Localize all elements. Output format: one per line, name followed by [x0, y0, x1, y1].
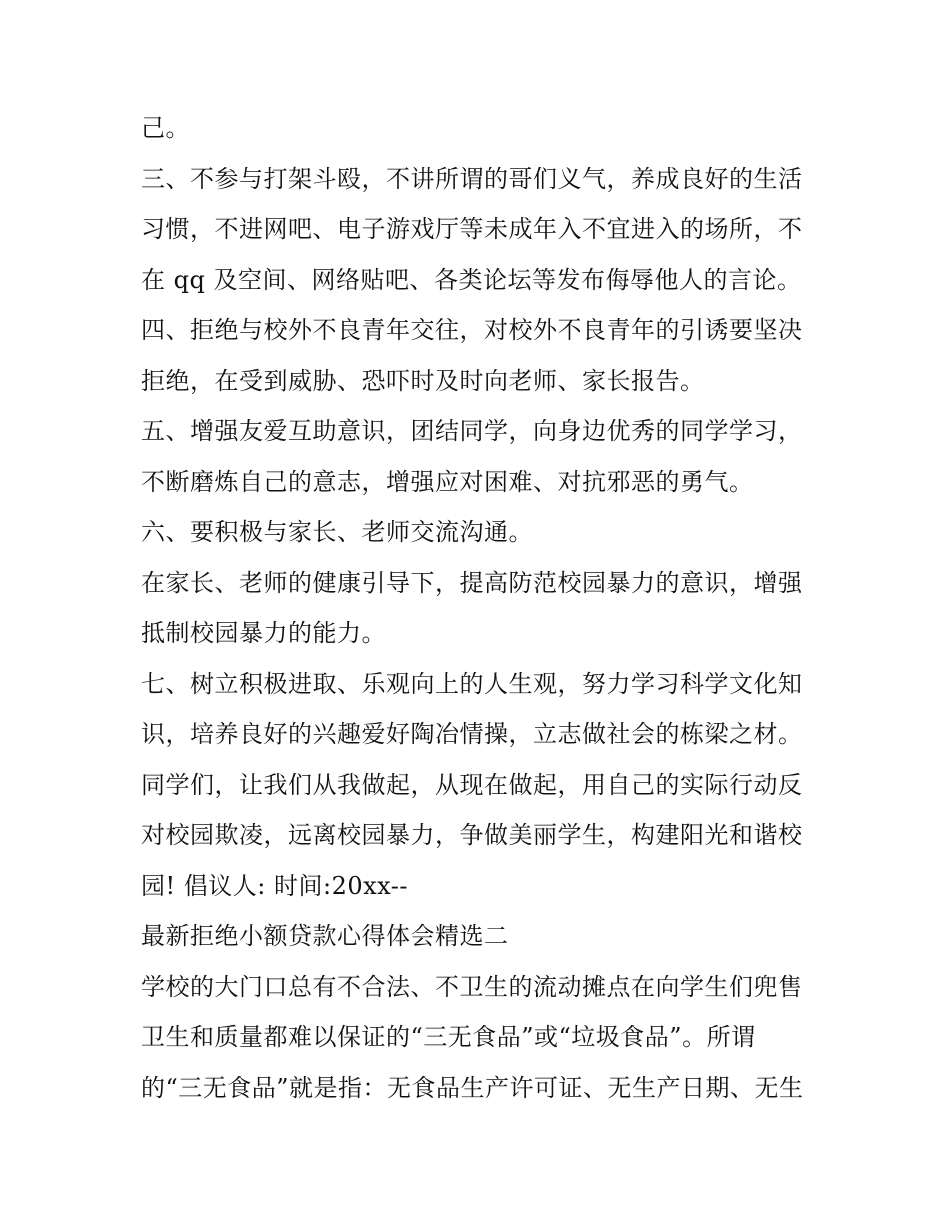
text-line: 己。 — [141, 114, 190, 142]
text-line: 六、要积极与家长、老师交流沟通。 — [141, 518, 533, 546]
text-line: 抵制校园暴力的能力。 — [141, 619, 386, 647]
text-line: 五、增强友爱互助意识，团结同学，向身边优秀的同学学习， — [141, 417, 803, 445]
text-line: 识，培养良好的兴趣爱好陶冶情操，立志做社会的栋梁之材。 — [141, 720, 803, 748]
text-line: 卫生和质量都难以保证的“三无食品”或“垃圾食品”。所谓 — [141, 1023, 756, 1051]
text-line: 习惯，不进网吧、电子游戏厅等未成年入不宜进入的场所，不 — [141, 215, 803, 243]
text-line: 不断磨炼自己的意志，增强应对困难、对抗邪恶的勇气。 — [141, 468, 754, 496]
text-line: 同学们，让我们从我做起，从现在做起，用自己的实际行动反 — [141, 771, 803, 799]
text-line: 在 qq 及空间、网络贴吧、各类论坛等发布侮辱他人的言论。 — [141, 266, 802, 294]
text-line: 园! 倡议人: 时间:20xx-- — [141, 872, 408, 900]
text-line: 三、不参与打架斗殴，不讲所谓的哥们义气，养成良好的生活 — [141, 165, 803, 193]
text-line: 学校的大门口总有不合法、不卫生的流动摊点在向学生们兜售 — [141, 973, 803, 1001]
text-line: 对校园欺凌，远离校园暴力，争做美丽学生，构建阳光和谐校 — [141, 821, 803, 849]
section-heading: 最新拒绝小额贷款心得体会精选二 — [141, 922, 509, 950]
text-line: 拒绝，在受到威胁、恐吓时及时向老师、家长报告。 — [141, 367, 705, 395]
text-line: 的“三无食品”就是指：无食品生产许可证、无生产日期、无生 — [141, 1074, 804, 1102]
text-line: 七、树立积极进取、乐观向上的人生观，努力学习科学文化知 — [141, 670, 803, 698]
text-line: 四、拒绝与校外不良青年交往，对校外不良青年的引诱要坚决 — [141, 316, 803, 344]
text-line: 在家长、老师的健康引导下，提高防范校园暴力的意识，增强 — [141, 569, 803, 597]
